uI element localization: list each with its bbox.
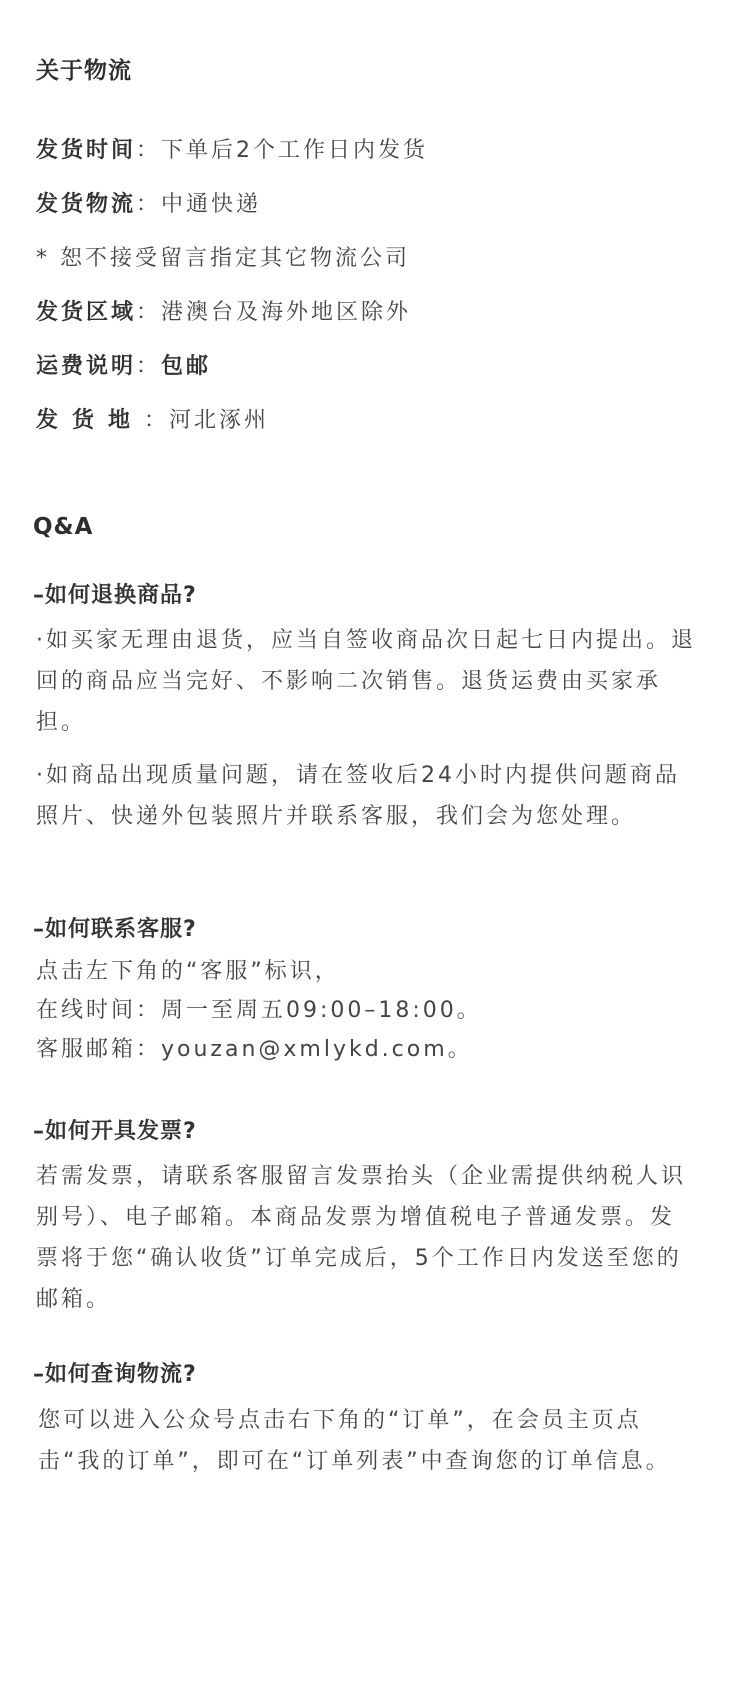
shipping-fee-label: 运费说明 — [36, 354, 137, 379]
carrier-label: 发货物流 — [36, 192, 137, 217]
ship-region-colon: ： — [136, 300, 162, 325]
contact-line-3: 客服邮箱：youzan@xmlykd.com。 — [36, 1037, 473, 1062]
returns-heading: –如何退换商品? — [33, 583, 197, 608]
contact-body — [36, 952, 696, 1069]
carrier-colon: ： — [136, 192, 162, 217]
ship-time-row — [36, 133, 428, 164]
invoice-body — [36, 1156, 696, 1320]
contact-line-2: 在线时间：周一至周五09:00–18:00。 — [36, 998, 482, 1023]
ship-time-colon: ： — [136, 138, 162, 163]
carrier-note: * 恕不接受留言指定其它物流公司 — [36, 246, 410, 271]
tracking-heading: –如何查询物流? — [33, 1362, 197, 1387]
shipping-fee-value: 包邮 — [161, 354, 212, 379]
carrier-value: 中通快递 — [161, 192, 262, 217]
ship-time-label: 发货时间 — [36, 138, 137, 163]
contact-line-1: 点击左下角的“客服”标识， — [36, 959, 340, 984]
ship-time-value: 下单后2个工作日内发货 — [161, 138, 429, 163]
tracking-paragraph: 您可以进入公众号点击右下角的“订单”，在会员主页点击“我的订单”，即可在“订单列表”中查询您的订单信息。 — [38, 1408, 671, 1474]
shipping-fee-colon: ： — [136, 354, 162, 379]
origin-value: 河北涿州 — [169, 408, 270, 433]
origin-label: 发货地 — [36, 408, 145, 433]
ship-region-row — [36, 295, 411, 326]
invoice-paragraph: 若需发票，请联系客服留言发票抬头（企业需提供纳税人识别号）、电子邮箱。本商品发票为增值税电子普通发票。发票将于您“确认收货”订单完成后，5个工作日内发送至您的邮箱。 — [36, 1164, 687, 1312]
origin-row — [36, 403, 269, 434]
shipping-fee-row — [36, 349, 211, 380]
origin-colon: ： — [144, 408, 170, 433]
ship-region-label: 发货区域 — [36, 300, 137, 325]
logistics-title: 关于物流 — [36, 58, 132, 84]
invoice-heading: –如何开具发票? — [33, 1119, 197, 1144]
ship-region-value: 港澳台及海外地区除外 — [161, 300, 412, 325]
qa-title: Q&A — [33, 514, 94, 540]
carrier-row — [36, 187, 261, 218]
contact-heading: –如何联系客服? — [33, 917, 197, 942]
tracking-body — [38, 1400, 698, 1482]
returns-body — [36, 620, 696, 837]
returns-paragraph-1: ·如买家无理由退货，应当自签收商品次日起七日内提出。退回的商品应当完好、不影响二次销售。退货运费由买家承担。 — [36, 628, 696, 735]
returns-paragraph-2: ·如商品出现质量问题，请在签收后24小时内提供问题商品照片、快递外包装照片并联系客服，我们会为您处理。 — [36, 763, 680, 829]
